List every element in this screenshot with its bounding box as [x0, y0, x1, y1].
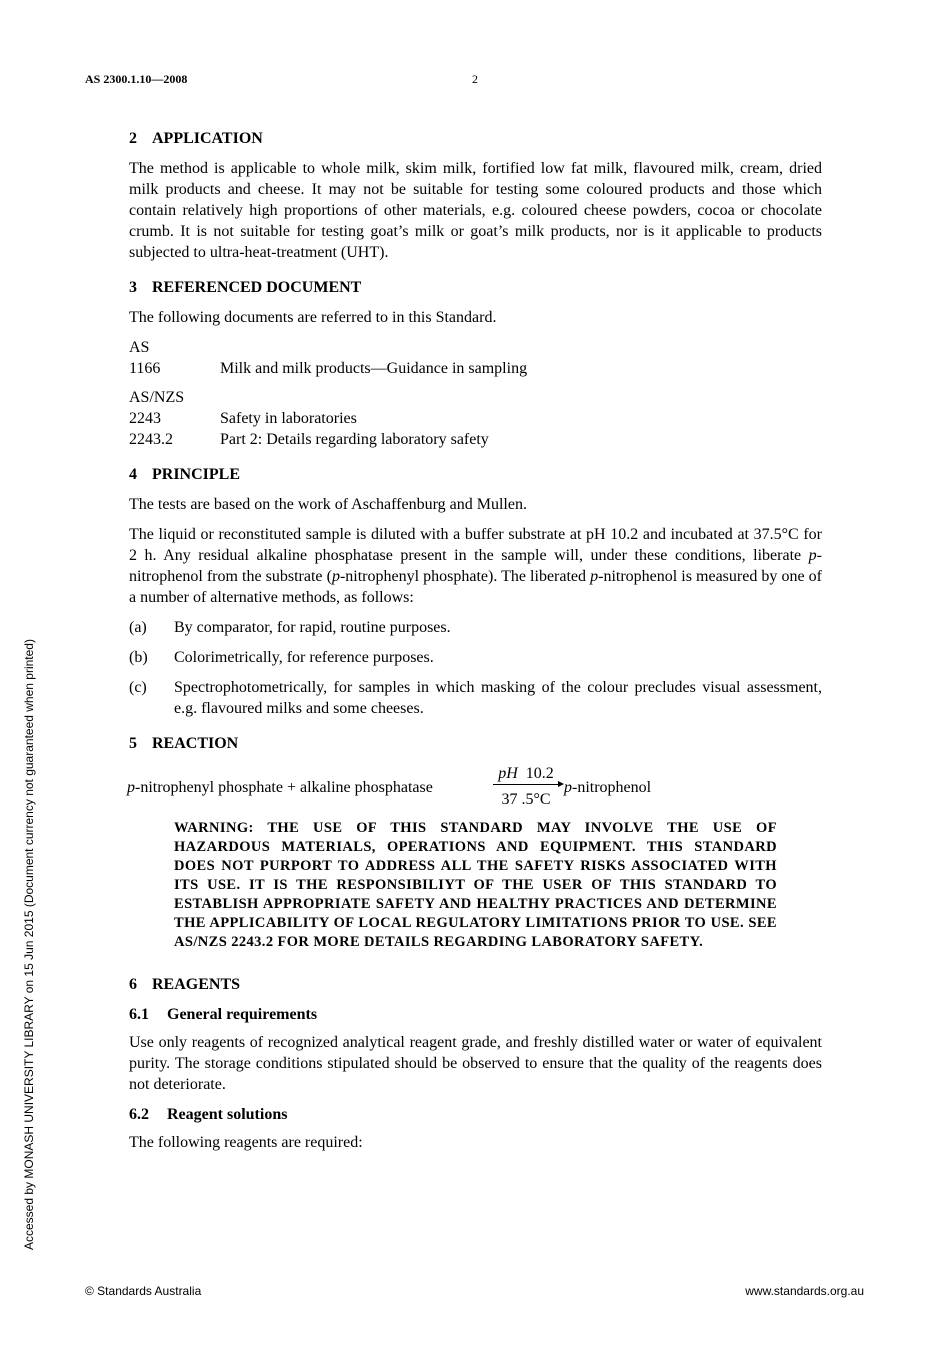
subsection-heading: 6.1 General requirements — [129, 1006, 318, 1023]
section-application — [129, 128, 822, 263]
list-item: (b) Colorimetrically, for reference purposes. — [129, 649, 434, 666]
page-number: 2 — [472, 72, 478, 86]
paragraph: The following reagents are required: — [129, 1134, 363, 1151]
subsection-heading: 6.2 Reagent solutions — [129, 1106, 288, 1123]
access-watermark: Accessed by MONASH UNIVERSITY LIBRARY on 15 Jun 2015 (Document currency not guaranteed when printed) — [22, 639, 36, 1250]
paragraph: The liquid or reconstituted sample is diluted with a buffer substrate at pH 10.2 and incubated at 37.5°C for 2 h. Any residual alkaline phosphatase present in the sample will, under these conditions, liberate p-nitrophenol from the substrate (p-nitrophenyl phosphate). The liberated p-nitrophenol is measured by one of a number of alternative methods, as follows: — [129, 526, 822, 606]
document-body — [129, 128, 822, 1162]
reaction-equation — [127, 763, 822, 813]
section-reaction — [129, 733, 822, 952]
reference-row: 2243 Safety in laboratories — [129, 410, 357, 427]
section-reagents — [129, 974, 822, 1153]
reaction-arrow: pH 10.2 37 .5°C — [489, 763, 563, 810]
safety-warning: WARNING: THE USE OF THIS STANDARD MAY INVOLVE THE USE OF HAZARDOUS MATERIALS, OPERATIONS AND EQUIPMENT. THIS STANDARD DOES NOT PURPORT TO ADDRESS ALL THE SAFETY RISKS ASSOCIATED WITH ITS USE. IT IS THE RESPONSIBILIYT OF THE USER OF THIS STANDARD TO ESTABLISH APPROPRIATE SAFETY AND HEALTHY PRACTICES AND DETERMINE THE APPLICABILITY OF LOCAL REGULATORY LIMITATIONS PRIOR TO USE. SEE AS/NZS 2243.2 FOR MORE DETAILS REGARDING LABORATORY SAFETY. — [174, 820, 777, 950]
paragraph: Use only reagents of recognized analytical reagent grade, and freshly distilled water or water of equivalent purity. The storage conditions stipulated should be observed to ensure that the quality of the reagents does not deteriorate. — [129, 1034, 822, 1093]
section-heading: 4 PRINCIPLE — [129, 466, 241, 483]
section-heading: 5 REACTION — [129, 735, 239, 752]
list-item: (a) By comparator, for rapid, routine purposes. — [129, 619, 451, 636]
paragraph: The following documents are referred to in this Standard. — [129, 309, 497, 326]
footer-website: www.standards.org.au — [745, 1284, 864, 1298]
section-heading: 3 REFERENCED DOCUMENT — [129, 279, 362, 296]
footer-copyright: © Standards Australia — [85, 1284, 202, 1298]
reference-row: 1166 Milk and milk products—Guidance in sampling — [129, 360, 528, 377]
section-principle — [129, 464, 822, 719]
paragraph: The method is applicable to whole milk, skim milk, fortified low fat milk, flavoured milk, cream, dried milk products and cheese. It may not be suitable for testing some coloured products and those which contain relatively high proportions of other materials, e.g. coloured cheese powders, cocoa or chocolate crumb. It is not suitable for testing goat’s milk or goat’s milk products, nor is it applicable to products subjected to ultra-heat-treatment (UHT). — [129, 160, 822, 261]
reference-row: 2243.2 Part 2: Details regarding laboratory safety — [129, 431, 489, 448]
reference-group: AS/NZS 2243 Safety in laboratories 2243.2 Part 2: Details regarding laboratory safety — [129, 387, 822, 450]
reference-group: AS 1166 Milk and milk products—Guidance in sampling — [129, 337, 822, 379]
section-heading: 2 APPLICATION — [129, 130, 263, 147]
arrow-icon — [493, 784, 559, 785]
product: p-nitrophenol — [564, 779, 652, 796]
section-heading: 6 REAGENTS — [129, 976, 241, 993]
standard-number: AS 2300.1.10—2008 — [85, 72, 188, 86]
list-item: (c) Spectrophotometrically, for samples in which masking of the colour precludes visual assessment, e.g. flavoured milks and some cheeses. — [129, 679, 822, 717]
paragraph: The tests are based on the work of Aschaffenburg and Mullen. — [129, 496, 527, 513]
reactants: p-nitrophenyl phosphate + alkaline phosphatase — [127, 779, 433, 796]
section-referenced-document — [129, 277, 822, 450]
